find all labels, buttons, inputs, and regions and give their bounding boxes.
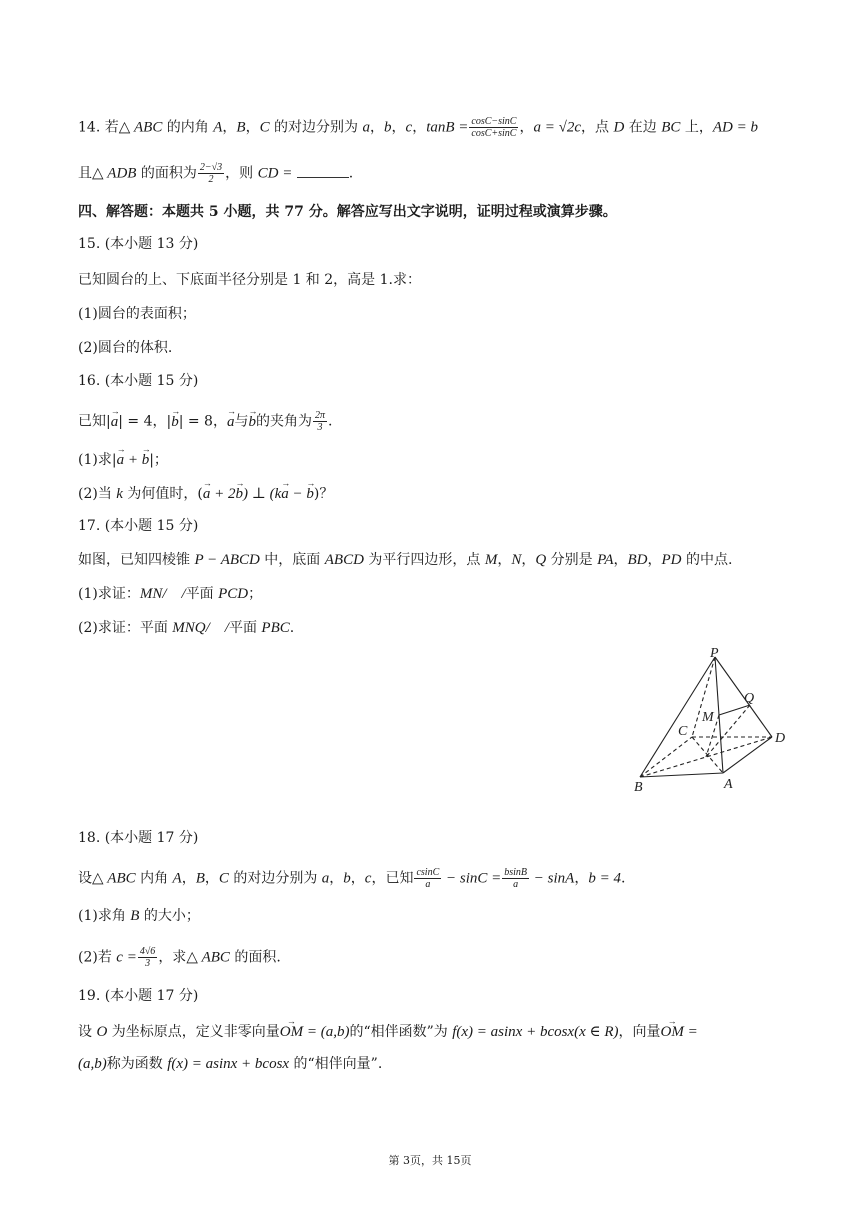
numerator: 2−√3 xyxy=(199,162,223,173)
denominator: cosC+sinC xyxy=(471,128,517,139)
math: k xyxy=(116,486,123,502)
text: 的面积. xyxy=(229,949,281,966)
math: P − ABCD xyxy=(194,552,260,568)
text: 14. 若 xyxy=(78,119,119,136)
text: ，向量 xyxy=(618,1024,661,1040)
text: 平面 xyxy=(228,620,262,636)
text: ， xyxy=(521,552,536,568)
text: 为坐标原点，定义非零向量 xyxy=(107,1024,280,1040)
text: 的“相伴函数”为 xyxy=(349,1024,453,1040)
vector-b: → b xyxy=(171,412,179,432)
denominator: 2 xyxy=(208,174,214,185)
math: k xyxy=(274,486,282,502)
math: = (a,b) xyxy=(303,1024,350,1040)
text: 与 xyxy=(234,413,249,430)
math: C xyxy=(218,870,229,887)
q14-line1 xyxy=(78,116,758,139)
vector-b: → b xyxy=(248,412,256,432)
q17-stem xyxy=(78,550,732,570)
text: 如图，已知四棱锥 xyxy=(78,552,195,568)
math: b xyxy=(384,119,392,136)
text: 的对边分别为 xyxy=(228,870,322,887)
math: AD = b xyxy=(712,119,758,136)
math: MN/ / xyxy=(139,586,186,602)
math: △ ABC xyxy=(118,119,163,136)
q19-line2 xyxy=(78,1054,382,1074)
pyramid-figure xyxy=(630,645,800,795)
vector-om: → OM xyxy=(280,1022,303,1042)
text: 的“相伴向量”. xyxy=(289,1056,383,1072)
math: BC xyxy=(661,119,681,136)
q16-head: 16. (本小题 15 分) xyxy=(78,373,199,389)
math: c = xyxy=(116,949,137,966)
label-a: A xyxy=(724,777,733,792)
numerator: cosC−sinC xyxy=(471,116,517,127)
text: . xyxy=(348,165,354,182)
text: . xyxy=(620,870,626,887)
q17-head: 17. (本小题 15 分) xyxy=(78,518,199,534)
math: △ ABC xyxy=(92,870,136,887)
text: ， xyxy=(370,119,385,136)
label-q: Q xyxy=(744,691,755,706)
math: a xyxy=(362,119,371,136)
math: c xyxy=(405,119,413,136)
math: ) ⊥ ( xyxy=(243,486,275,502)
label-b: B xyxy=(634,780,643,795)
math: f(x) = asinx + bcosx(x ∈ R) xyxy=(452,1024,619,1040)
q19-line1 xyxy=(78,1022,698,1042)
text: ，点 xyxy=(581,119,614,136)
text: | = 8， xyxy=(178,413,227,430)
text: 的对边分别为 xyxy=(269,119,363,136)
text: 中，底面 xyxy=(259,552,325,568)
math: PD xyxy=(661,552,682,568)
text: ， xyxy=(519,119,534,136)
text: (1)求| xyxy=(78,452,117,468)
text: (1)求证： xyxy=(78,586,140,602)
denominator: a xyxy=(513,879,519,890)
text: 设 xyxy=(78,1024,97,1040)
label-d: D xyxy=(775,731,786,746)
math: D xyxy=(613,119,625,136)
math: a = √2c xyxy=(533,119,581,136)
vector-b: → b xyxy=(142,450,150,470)
math: c xyxy=(364,870,372,887)
denominator: a xyxy=(425,879,431,890)
page-footer: 第 3页，共 15页 xyxy=(388,1154,472,1167)
math: M xyxy=(484,552,498,568)
math: A xyxy=(172,870,182,887)
numerator: 4√6 xyxy=(139,946,156,957)
text: ， xyxy=(181,870,196,887)
q15-stem: 已知圆台的上、下底面半径分别是 1 和 2，高是 1.求： xyxy=(78,272,421,288)
text: | = 4，| xyxy=(118,413,172,430)
text: (2)求证：平面 xyxy=(78,620,173,636)
text: 称为函数 xyxy=(106,1056,168,1072)
math: O xyxy=(96,1024,108,1040)
label-m: M xyxy=(702,710,714,725)
q18-part2 xyxy=(78,946,281,969)
text: 为平行四边形，点 xyxy=(363,552,485,568)
vector-b: → b xyxy=(306,484,314,504)
text: ， xyxy=(391,119,406,136)
text: 在边 xyxy=(624,119,662,136)
text: 的内角 xyxy=(162,119,214,136)
text: ， xyxy=(412,119,427,136)
q15-part2: (2)圆台的体积. xyxy=(78,340,173,356)
math: − xyxy=(288,486,307,502)
text: (2)当 xyxy=(78,486,117,502)
math: B xyxy=(195,870,205,887)
text: ， xyxy=(222,119,237,136)
math: CD = xyxy=(257,165,293,182)
text: 上， xyxy=(680,119,713,136)
text: ， xyxy=(574,870,589,887)
fraction xyxy=(313,410,327,433)
q18-part1 xyxy=(78,906,200,926)
math: △ ABC xyxy=(186,949,230,966)
q14-line2 xyxy=(78,162,353,185)
text: ，已知 xyxy=(371,870,414,887)
math: B xyxy=(130,908,140,924)
text: ； xyxy=(248,586,263,602)
math: + 2 xyxy=(210,486,236,502)
math: = xyxy=(683,1024,698,1040)
q19-head: 19. (本小题 17 分) xyxy=(78,988,199,1004)
text: 为何值时，( xyxy=(122,486,203,502)
text: 已知| xyxy=(78,413,111,430)
section-heading: 四、解答题：本题共 5 小题，共 77 分。解答应写出文字说明，证明过程或演算步骤。 xyxy=(78,204,617,220)
text: |； xyxy=(149,452,168,468)
numerator: bsinB xyxy=(504,867,528,878)
q17-part1 xyxy=(78,584,262,604)
vector-a: → a xyxy=(281,484,289,504)
math: f(x) = asinx + bcosx xyxy=(167,1056,290,1072)
fraction xyxy=(138,946,158,969)
q15-head: 15. (本小题 13 分) xyxy=(78,236,199,252)
text: 内角 xyxy=(135,870,173,887)
math: b = 4 xyxy=(588,870,621,887)
q16-stem xyxy=(78,410,332,433)
text: 的夹角为 xyxy=(255,413,312,430)
math: B xyxy=(236,119,246,136)
vector-a: → a xyxy=(227,412,235,432)
text: ， xyxy=(647,552,662,568)
fraction xyxy=(469,116,518,139)
q17-part2 xyxy=(78,618,294,638)
edge-ba xyxy=(640,773,723,777)
text: (1)求角 xyxy=(78,908,131,924)
math: b xyxy=(343,870,351,887)
q18-head: 18. (本小题 17 分) xyxy=(78,830,199,846)
math: tanB = xyxy=(426,119,469,136)
text: ， xyxy=(204,870,219,887)
text: ，求 xyxy=(158,949,187,966)
vector-a: → a xyxy=(111,412,119,432)
q16-part1 xyxy=(78,450,168,470)
math: C xyxy=(259,119,270,136)
math: △ ADB xyxy=(92,165,137,182)
text: ，则 xyxy=(225,165,258,182)
vector-om: → OM xyxy=(661,1022,684,1042)
q15-part1: (1)圆台的表面积； xyxy=(78,306,196,322)
text: 设 xyxy=(78,870,92,887)
math: − sinC = xyxy=(442,870,502,887)
edge-ad xyxy=(723,737,772,773)
text: ， xyxy=(350,870,365,887)
denominator: 3 xyxy=(145,958,151,969)
math: a xyxy=(321,870,330,887)
text: ， xyxy=(245,119,260,136)
math: PBC xyxy=(261,620,290,636)
segment-mq xyxy=(719,705,750,715)
label-p: P xyxy=(710,646,719,661)
fraction xyxy=(502,867,529,890)
math: ABCD xyxy=(324,552,364,568)
vector-a: → a xyxy=(203,484,211,504)
numerator: csinC xyxy=(416,867,440,878)
text: 平面 xyxy=(185,586,219,602)
math: + xyxy=(124,452,142,468)
text: 的面积为 xyxy=(136,165,197,182)
text: 的中点. xyxy=(681,552,733,568)
text: ， xyxy=(329,870,344,887)
text: (2)若 xyxy=(78,949,117,966)
label-c: C xyxy=(678,724,688,739)
text: )？ xyxy=(313,486,334,502)
text: 分别是 xyxy=(546,552,598,568)
text: ， xyxy=(613,552,628,568)
vector-b: → b xyxy=(236,484,244,504)
q18-stem xyxy=(78,867,625,890)
text: 且 xyxy=(78,165,92,182)
q16-part2 xyxy=(78,484,333,504)
math: Q xyxy=(535,552,547,568)
math: BD xyxy=(627,552,648,568)
edge-bc xyxy=(640,737,692,777)
math: PCD xyxy=(218,586,249,602)
vector-a: → a xyxy=(117,450,125,470)
edge-pc xyxy=(692,657,715,737)
numerator: 2π xyxy=(314,410,325,421)
math: (a,b) xyxy=(78,1056,107,1072)
math: A xyxy=(213,119,223,136)
denominator: 3 xyxy=(317,422,323,433)
answer-blank xyxy=(297,163,349,178)
math: MNQ/ / xyxy=(172,620,229,636)
fraction xyxy=(198,162,224,185)
text: 的大小； xyxy=(139,908,200,924)
fraction xyxy=(414,867,441,890)
math: PA xyxy=(597,552,614,568)
text: . xyxy=(327,413,333,430)
text: . xyxy=(289,620,295,636)
text: ， xyxy=(497,552,512,568)
math: − sinA xyxy=(530,870,575,887)
math: N xyxy=(511,552,522,568)
